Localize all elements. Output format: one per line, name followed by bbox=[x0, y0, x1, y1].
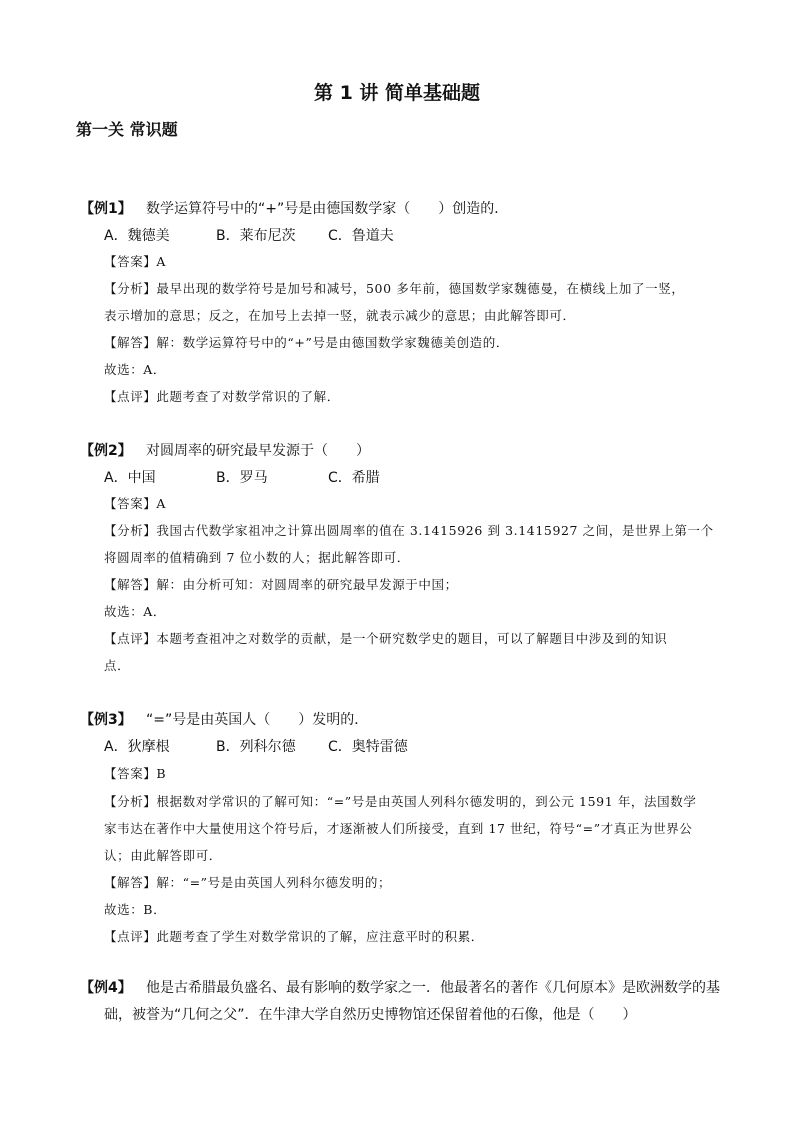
example-tag: 【例1】 bbox=[80, 201, 132, 217]
analysis-line: 家韦达在著作中大量使用这个符号后，才逐渐被人们所接受，直到 17 世纪，符号“=”才真正为世界公 bbox=[104, 821, 693, 836]
answer-line: 【答案】B bbox=[104, 766, 167, 781]
option-b: B．列科尔德 bbox=[216, 739, 296, 755]
choice-line: 故选：A． bbox=[104, 362, 167, 377]
analysis-line: 【分析】我国古代数学家祖冲之计算出圆周率的值在 3.1415926 到 3.1415927 之间，是世界上第一个 bbox=[104, 523, 714, 538]
solution-line: 【解答】解：数学运算符号中的“+”号是由德国数学家魏德美创造的． bbox=[104, 335, 509, 350]
example-tag: 【例3】 bbox=[80, 712, 132, 728]
option-b: B．罗马 bbox=[216, 470, 268, 486]
question-text: 对圆周率的研究最早发源于（ ） bbox=[146, 443, 370, 459]
analysis-line: 认；由此解答即可． bbox=[104, 848, 222, 863]
question-text: 数学运算符号中的“+”号是由德国数学家（ ）创造的． bbox=[146, 201, 509, 217]
page-title: 第 1 讲 简单基础题 bbox=[313, 82, 481, 104]
answer-line: 【答案】A bbox=[104, 496, 167, 511]
analysis-line: 表示增加的意思；反之，在加号上去掉一竖，就表示减少的意思；由此解答即可． bbox=[104, 308, 576, 323]
analysis-line: 【分析】根据数对学常识的了解可知：“=”号是由英国人列科尔德发明的，到公元 1591 年，法国数学 bbox=[104, 794, 697, 809]
option-a: A．中国 bbox=[104, 470, 156, 486]
choice-line: 故选：B． bbox=[104, 902, 167, 917]
question-text: 础，被誉为“几何之父”．在牛津大学自然历史博物馆还保留着他的石像，他是（ ） bbox=[104, 1007, 637, 1023]
question-text: “=”号是由英国人（ ）发明的． bbox=[146, 712, 369, 728]
example-tag: 【例4】 bbox=[80, 980, 132, 996]
comment-line: 点． bbox=[104, 658, 131, 673]
example-tag: 【例2】 bbox=[80, 443, 132, 459]
section-heading: 第一关 常识题 bbox=[76, 120, 178, 139]
solution-line: 【解答】解：由分析可知：对圆周率的研究最早发源于中国； bbox=[104, 577, 458, 592]
answer-line: 【答案】A bbox=[104, 254, 167, 269]
option-c: C．鲁道夫 bbox=[328, 228, 394, 244]
comment-line: 【点评】此题考查了对数学常识的了解． bbox=[104, 389, 340, 404]
comment-line: 【点评】此题考查了学生对数学常识的了解，应注意平时的积累． bbox=[104, 929, 484, 944]
option-a: A．狄摩根 bbox=[104, 739, 170, 755]
comment-line: 【点评】本题考查祖冲之对数学的贡献，是一个研究数学史的题目，可以了解题目中涉及到的知识 bbox=[104, 631, 668, 646]
question-text: 他是古希腊最负盛名、最有影响的数学家之一．他最著名的著作《几何原本》是欧洲数学的基 bbox=[146, 980, 720, 996]
choice-line: 故选：A． bbox=[104, 604, 167, 619]
analysis-line: 【分析】最早出现的数学符号是加号和减号，500 多年前，德国数学家魏德曼，在横线上加了一竖， bbox=[104, 281, 685, 296]
option-c: C．希腊 bbox=[328, 470, 380, 486]
option-b: B．莱布尼茨 bbox=[216, 228, 296, 244]
option-c: C．奥特雷德 bbox=[328, 739, 408, 755]
solution-line: 【解答】解：“=”号是由英国人列科尔德发明的； bbox=[104, 875, 392, 890]
option-a: A．魏德美 bbox=[104, 228, 170, 244]
analysis-line: 将圆周率的值精确到 7 位小数的人；据此解答即可． bbox=[104, 550, 410, 565]
